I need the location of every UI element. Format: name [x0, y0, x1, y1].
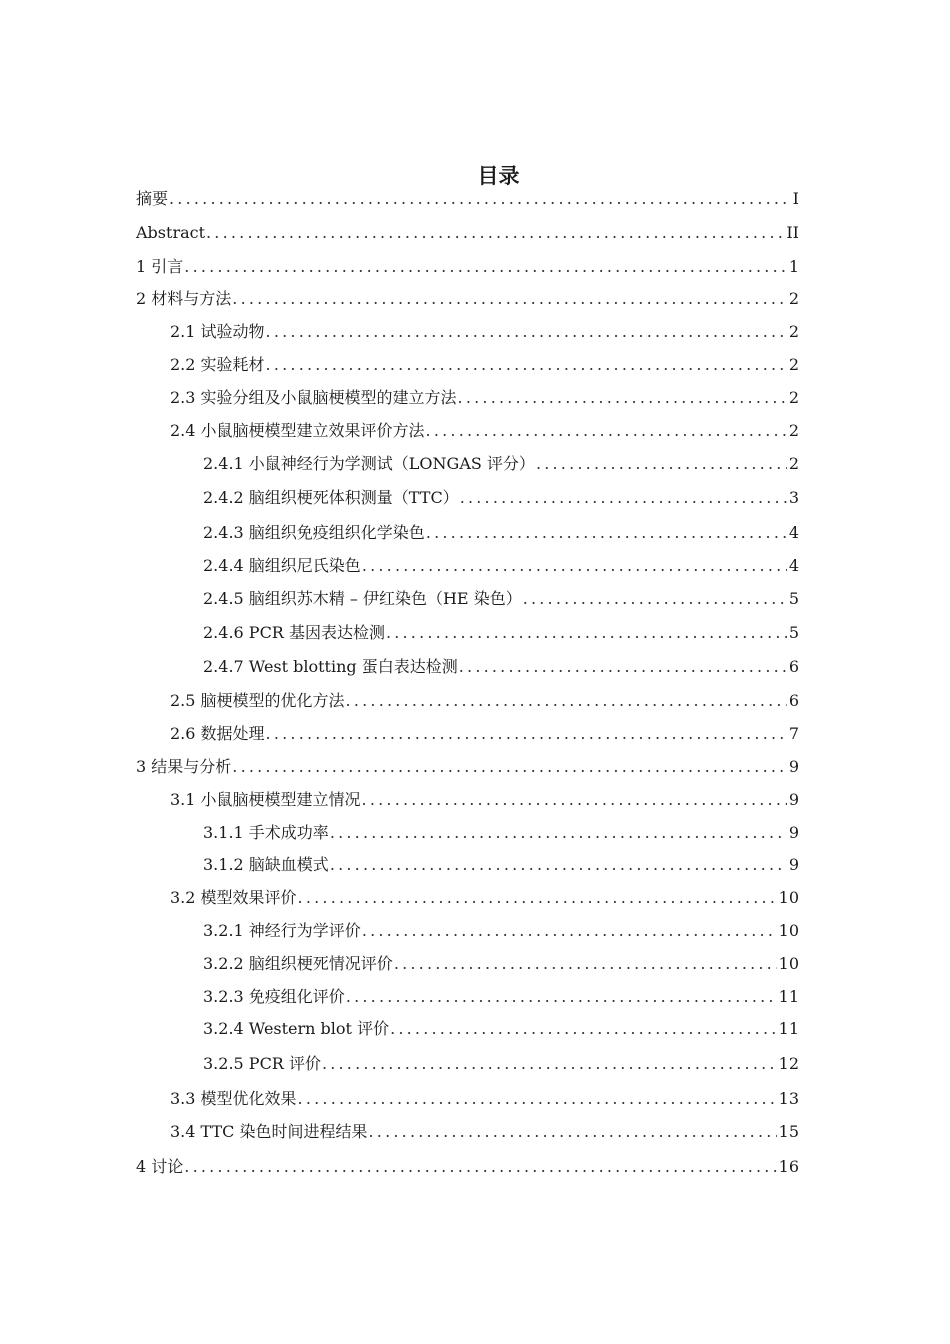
toc-dot-leader: [369, 1121, 777, 1143]
toc-entry-2-2[interactable]: [170, 354, 799, 376]
toc-entry-1[interactable]: [136, 256, 799, 278]
toc-dot-leader: [232, 756, 787, 778]
toc-entry-2-4-4[interactable]: [203, 555, 799, 577]
toc-entry-label: 3.3 模型优化效果: [170, 1089, 297, 1108]
toc-entry-2-4-5[interactable]: [203, 588, 799, 610]
toc-entry-3-2-3[interactable]: [203, 986, 799, 1008]
toc-page-number: 12: [778, 1054, 799, 1073]
toc-entry-label: 3.1.1 手术成功率: [203, 823, 329, 842]
toc-page-number: 5: [788, 589, 799, 608]
toc-page-number: 2: [788, 289, 799, 308]
toc-entry-label: 3 结果与分析: [136, 757, 232, 776]
toc-entry-label: Abstract: [136, 223, 206, 242]
toc-page-number: 15: [778, 1122, 799, 1141]
toc-page-number: 11: [778, 1019, 799, 1038]
toc-dot-leader: [266, 723, 787, 745]
toc-dot-leader: [386, 622, 787, 644]
toc-dot-leader: [394, 953, 777, 975]
toc-dot-leader: [458, 387, 787, 409]
toc-dot-leader: [426, 420, 787, 442]
toc-entry-3-2-2[interactable]: [203, 953, 799, 975]
toc-dot-leader: [330, 854, 787, 876]
toc-page-number: 9: [788, 855, 799, 874]
toc-page-number: 2: [788, 355, 799, 374]
toc-dot-leader: [266, 321, 787, 343]
toc-dot-leader: [298, 1088, 777, 1110]
toc-entry-label: 2 材料与方法: [136, 289, 232, 308]
toc-entry-label: 3.2.2 脑组织梗死情况评价: [203, 954, 393, 973]
toc-dot-leader: [184, 256, 787, 278]
toc-entry-label: 2.4.7 West blotting 蛋白表达检测: [203, 657, 458, 676]
toc-dot-leader: [459, 656, 787, 678]
toc-entry-3-2-1[interactable]: [203, 920, 799, 942]
toc-dot-leader: [362, 555, 787, 577]
toc-page-number: II: [786, 223, 799, 242]
toc-entry-label: 3.2.1 神经行为学评价: [203, 921, 361, 940]
toc-entry-3-4[interactable]: [170, 1121, 799, 1143]
toc-dot-leader: [330, 822, 787, 844]
toc-dot-leader: [362, 789, 787, 811]
toc-page-number: 13: [778, 1089, 799, 1108]
toc-page-number: 5: [788, 623, 799, 642]
toc-entry-2-4[interactable]: [170, 420, 799, 442]
toc-entry-label: 摘要: [136, 189, 169, 208]
toc-entry-2-4-3[interactable]: [203, 522, 799, 544]
toc-entry-label: 2.4.6 PCR 基因表达检测: [203, 623, 385, 642]
toc-page-number: 10: [778, 921, 799, 940]
page-title: 目录: [477, 164, 520, 188]
toc-entry-2-4-1[interactable]: [203, 453, 799, 475]
toc-dot-leader: [426, 522, 787, 544]
toc-page-number: 6: [788, 657, 799, 676]
toc-entry-2-4-7[interactable]: [203, 656, 799, 678]
toc-entry-label: 2.4.4 脑组织尼氏染色: [203, 556, 361, 575]
toc-page-number: 9: [788, 757, 799, 776]
toc-dot-leader: [362, 920, 777, 942]
toc-dot-leader: [169, 188, 791, 210]
toc-entry-abstract-cn[interactable]: [136, 188, 799, 210]
toc-entry-3-1[interactable]: [170, 789, 799, 811]
toc-entry-3-2-5[interactable]: [203, 1053, 799, 1075]
toc-dot-leader: [266, 354, 787, 376]
toc-dot-leader: [322, 1053, 777, 1075]
toc-page-number: 2: [788, 322, 799, 341]
toc-dot-leader: [390, 1018, 777, 1040]
toc-page-number: 9: [788, 790, 799, 809]
toc-entry-label: 2.4.3 脑组织免疫组织化学染色: [203, 523, 425, 542]
toc-entry-label: 3.2.3 免疫组化评价: [203, 987, 345, 1006]
toc-entry-3-2[interactable]: [170, 887, 799, 909]
toc-page-number: 2: [788, 388, 799, 407]
toc-entry-label: 3.1 小鼠脑梗模型建立情况: [170, 790, 361, 809]
toc-entry-label: 3.2 模型效果评价: [170, 888, 297, 907]
toc-dot-leader: [298, 887, 777, 909]
toc-entry-label: 4 讨论: [136, 1157, 184, 1176]
toc-page-number: 4: [788, 556, 799, 575]
toc-entry-label: 1 引言: [136, 257, 184, 276]
toc-entry-2-1[interactable]: [170, 321, 799, 343]
toc-entry-4[interactable]: [136, 1156, 799, 1178]
toc-entry-2-5[interactable]: [170, 690, 799, 712]
toc-dot-leader: [184, 1156, 776, 1178]
toc-entry-2[interactable]: [136, 288, 799, 310]
toc-page-number: I: [792, 189, 799, 208]
toc-dot-leader: [232, 288, 787, 310]
toc-dot-leader: [346, 690, 787, 712]
toc-page-number: 1: [788, 257, 799, 276]
toc-dot-leader: [206, 222, 784, 244]
toc-page-number: 10: [778, 888, 799, 907]
toc-page-number: 11: [778, 987, 799, 1006]
toc-entry-label: 3.1.2 脑缺血模式: [203, 855, 329, 874]
toc-entry-label: 2.2 实验耗材: [170, 355, 265, 374]
toc-page-number: 16: [778, 1157, 799, 1176]
toc-entry-label: 3.2.4 Western blot 评价: [203, 1019, 390, 1038]
toc-entry-label: 2.4 小鼠脑梗模型建立效果评价方法: [170, 421, 425, 440]
toc-dot-leader: [536, 453, 787, 475]
toc-dot-leader: [523, 588, 787, 610]
toc-entry-3-1-1[interactable]: [203, 822, 799, 844]
toc-dot-leader: [460, 487, 787, 509]
toc-entry-3-3[interactable]: [170, 1088, 799, 1110]
toc-entry-label: 2.4.2 脑组织梗死体积测量（TTC）: [203, 488, 459, 507]
toc-entry-2-6[interactable]: [170, 723, 799, 745]
toc-entry-3[interactable]: [136, 756, 799, 778]
toc-entry-2-4-2[interactable]: [203, 487, 799, 509]
toc-entry-label: 2.1 试验动物: [170, 322, 265, 341]
toc-entry-label: 2.3 实验分组及小鼠脑梗模型的建立方法: [170, 388, 457, 407]
toc-page-number: 2: [788, 421, 799, 440]
toc-page-number: 7: [788, 724, 799, 743]
toc-page-number: 9: [788, 823, 799, 842]
toc-page-number: 2: [788, 454, 799, 473]
toc-entry-abstract-en[interactable]: [136, 222, 799, 244]
toc-dot-leader: [346, 986, 777, 1008]
toc-entry-label: 2.6 数据处理: [170, 724, 265, 743]
toc-entry-2-4-6[interactable]: [203, 622, 799, 644]
toc-entry-label: 3.4 TTC 染色时间进程结果: [170, 1122, 368, 1141]
toc-entry-3-1-2[interactable]: [203, 854, 799, 876]
toc-page-number: 10: [778, 954, 799, 973]
toc-entry-label: 2.4.5 脑组织苏木精 – 伊红染色（HE 染色）: [203, 589, 522, 608]
toc-entry-2-3[interactable]: [170, 387, 799, 409]
toc-entry-label: 2.4.1 小鼠神经行为学测试（LONGAS 评分）: [203, 454, 535, 473]
toc-page-number: 4: [788, 523, 799, 542]
toc-entry-label: 2.5 脑梗模型的优化方法: [170, 691, 345, 710]
toc-entry-label: 3.2.5 PCR 评价: [203, 1054, 321, 1073]
toc-entry-3-2-4[interactable]: [203, 1018, 799, 1040]
toc-page-number: 6: [788, 691, 799, 710]
toc-page-number: 3: [788, 488, 799, 507]
